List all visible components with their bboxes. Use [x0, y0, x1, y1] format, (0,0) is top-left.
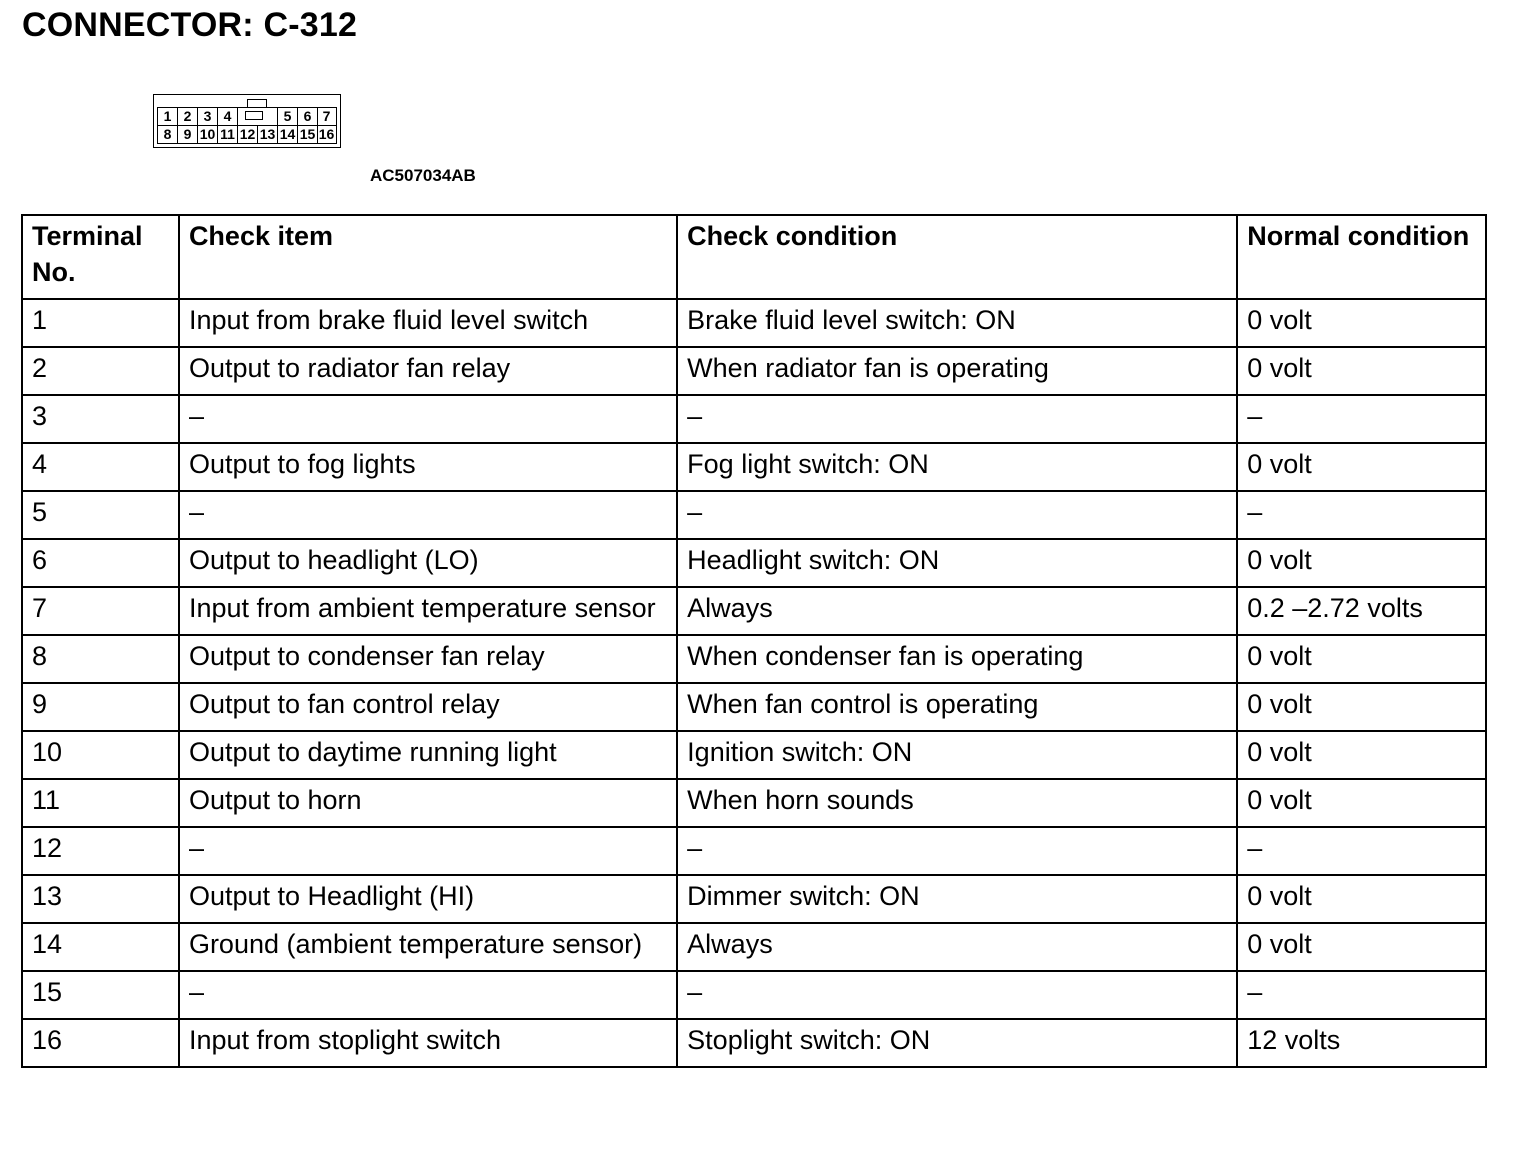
table-row [22, 683, 1486, 731]
check-item-cell: – [179, 827, 677, 875]
figure-code: AC507034AB [370, 166, 476, 185]
page-title: CONNECTOR: C-312 [22, 6, 358, 44]
terminal-no-cell: 12 [22, 827, 179, 875]
check-item-cell: Output to daytime running light [179, 731, 677, 779]
connector-pin: 8 [158, 126, 178, 143]
normal-condition-cell: 0 volt [1237, 299, 1486, 347]
check-item-cell: Output to horn [179, 779, 677, 827]
check-item-cell: Output to fan control relay [179, 683, 677, 731]
check-condition-cell: When horn sounds [677, 779, 1237, 827]
check-item-cell: Input from ambient temperature sensor [179, 587, 677, 635]
normal-condition-cell: 0 volt [1237, 347, 1486, 395]
check-condition-cell: – [677, 971, 1237, 1019]
normal-condition-cell: 0 volt [1237, 635, 1486, 683]
table-row [22, 731, 1486, 779]
check-item-cell: Ground (ambient temperature sensor) [179, 923, 677, 971]
terminal-no-cell: 10 [22, 731, 179, 779]
check-condition-cell: – [677, 827, 1237, 875]
terminal-no-cell: 1 [22, 299, 179, 347]
check-item-cell: Output to Headlight (HI) [179, 875, 677, 923]
normal-condition-cell: 12 volts [1237, 1019, 1486, 1067]
normal-condition-cell: – [1237, 395, 1486, 443]
terminal-no-cell: 6 [22, 539, 179, 587]
connector-bottom-pin-row [158, 125, 336, 143]
terminal-no-cell: 15 [22, 971, 179, 1019]
connector-pin: 14 [278, 126, 298, 143]
terminal-no-cell: 14 [22, 923, 179, 971]
check-item-cell: Output to radiator fan relay [179, 347, 677, 395]
connector-key-slot [238, 108, 278, 125]
normal-condition-cell: – [1237, 491, 1486, 539]
table-row [22, 347, 1486, 395]
connector-pin-grid [157, 107, 337, 144]
table-row [22, 779, 1486, 827]
connector-top-pin-row [158, 108, 335, 125]
connector-pin: 12 [238, 126, 258, 143]
connector-pin: 11 [218, 126, 238, 143]
table-row [22, 587, 1486, 635]
connector-pin: 6 [298, 108, 318, 125]
terminal-no-cell: 16 [22, 1019, 179, 1067]
connector-pin: 7 [322, 108, 331, 124]
normal-condition-cell: – [1237, 971, 1486, 1019]
check-condition-cell: When condenser fan is operating [677, 635, 1237, 683]
connector-diagram [153, 94, 341, 148]
check-item-cell: Output to headlight (LO) [179, 539, 677, 587]
normal-condition-cell: 0 volt [1237, 443, 1486, 491]
header-terminal-no: Terminal No. [22, 215, 179, 299]
connector-pin: 10 [198, 126, 218, 143]
check-item-cell: – [179, 395, 677, 443]
table-row [22, 1019, 1486, 1067]
check-condition-cell: Dimmer switch: ON [677, 875, 1237, 923]
connector-key-icon [245, 111, 263, 120]
table-header-row [22, 215, 1486, 299]
check-condition-cell: Stoplight switch: ON [677, 1019, 1237, 1067]
table-row [22, 875, 1486, 923]
check-condition-cell: When radiator fan is operating [677, 347, 1237, 395]
connector-pin: 4 [218, 108, 238, 125]
connector-pin: 9 [178, 126, 198, 143]
check-item-cell: Output to fog lights [179, 443, 677, 491]
terminal-no-cell: 13 [22, 875, 179, 923]
terminal-no-cell: 4 [22, 443, 179, 491]
terminal-no-cell: 8 [22, 635, 179, 683]
connector-pin: 2 [178, 108, 198, 125]
normal-condition-cell: 0 volt [1237, 683, 1486, 731]
check-condition-cell: Headlight switch: ON [677, 539, 1237, 587]
terminal-no-cell: 7 [22, 587, 179, 635]
terminal-no-cell: 3 [22, 395, 179, 443]
connector-pin: 16 [318, 126, 335, 142]
check-condition-cell: Always [677, 587, 1237, 635]
header-check-item: Check item [179, 215, 677, 299]
check-condition-cell: Always [677, 923, 1237, 971]
check-item-cell: Input from brake fluid level switch [179, 299, 677, 347]
connector-pin: 5 [278, 108, 298, 125]
connector-pin: 1 [158, 108, 178, 125]
check-condition-cell: – [677, 395, 1237, 443]
terminal-check-table [21, 214, 1487, 1068]
check-item-cell: – [179, 971, 677, 1019]
normal-condition-cell: 0 volt [1237, 875, 1486, 923]
table-row [22, 827, 1486, 875]
check-condition-cell: Ignition switch: ON [677, 731, 1237, 779]
check-item-cell: – [179, 491, 677, 539]
terminal-no-cell: 11 [22, 779, 179, 827]
terminal-no-cell: 2 [22, 347, 179, 395]
connector-pin: 15 [298, 126, 318, 143]
connector-pin: 13 [258, 126, 278, 143]
terminal-no-cell: 5 [22, 491, 179, 539]
check-item-cell: Input from stoplight switch [179, 1019, 677, 1067]
check-item-cell: Output to condenser fan relay [179, 635, 677, 683]
table-row [22, 971, 1486, 1019]
table-row [22, 923, 1486, 971]
check-condition-cell: Fog light switch: ON [677, 443, 1237, 491]
normal-condition-cell: 0 volt [1237, 923, 1486, 971]
table-row [22, 299, 1486, 347]
check-condition-cell: – [677, 491, 1237, 539]
check-condition-cell: Brake fluid level switch: ON [677, 299, 1237, 347]
header-check-condition: Check condition [677, 215, 1237, 299]
header-normal-condition: Normal condition [1237, 215, 1486, 299]
table-row [22, 443, 1486, 491]
connector-pin: 3 [198, 108, 218, 125]
normal-condition-cell: – [1237, 827, 1486, 875]
terminal-no-cell: 9 [22, 683, 179, 731]
normal-condition-cell: 0 volt [1237, 539, 1486, 587]
table-row [22, 491, 1486, 539]
table-row [22, 395, 1486, 443]
normal-condition-cell: 0.2 –2.72 volts [1237, 587, 1486, 635]
table-row [22, 635, 1486, 683]
normal-condition-cell: 0 volt [1237, 779, 1486, 827]
check-condition-cell: When fan control is operating [677, 683, 1237, 731]
table-row [22, 539, 1486, 587]
normal-condition-cell: 0 volt [1237, 731, 1486, 779]
